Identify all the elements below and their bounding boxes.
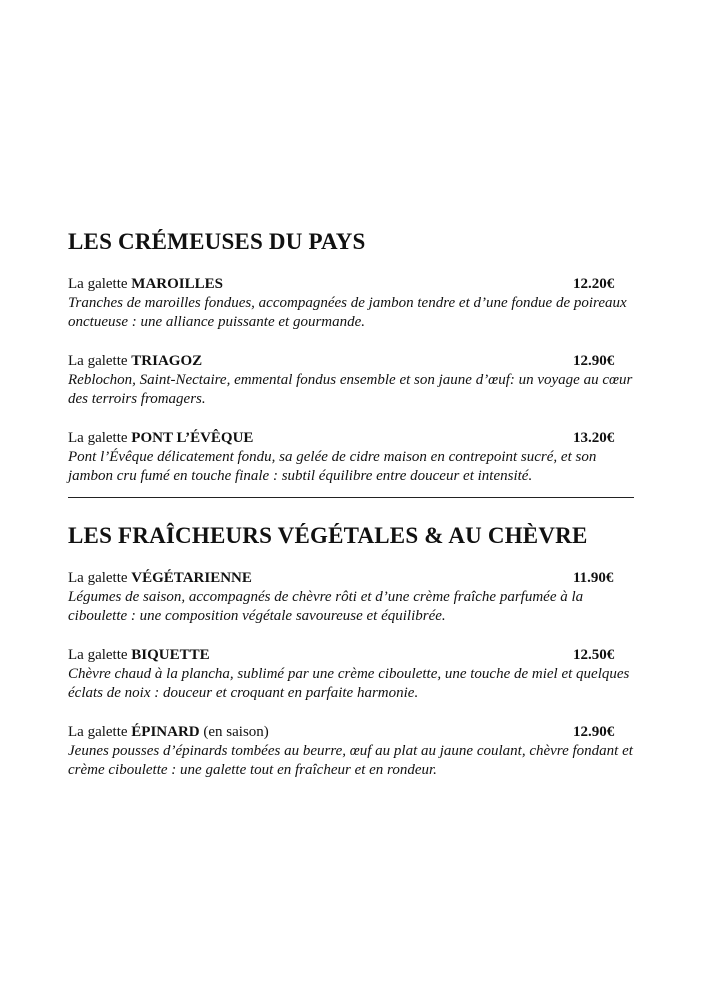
- section-fraicheurs: [68, 522, 638, 780]
- item-description: Légumes de saison, accompagnés de chèvre rôti et d’une crème fraîche parfumée à la ciboulette : une composition végétale savoureuse et équilibrée.: [68, 589, 584, 624]
- item-description: Chèvre chaud à la plancha, sublimé par une crème ciboulette, une touche de miel et quelques éclats de noix : douceur et croquant en parfaite harmonie.: [68, 666, 630, 701]
- menu-item-triagoz: [68, 351, 638, 409]
- menu-item-vegetarienne: [68, 568, 638, 626]
- item-description: Tranches de maroilles fondues, accompagnées de jambon tendre et d’une fondue de poireaux onctueuse : une alliance puissante et gourmande.: [68, 295, 627, 330]
- item-name: MAROILLES: [131, 276, 223, 292]
- item-name: ÉPINARD: [131, 724, 200, 740]
- item-header: [68, 568, 638, 588]
- item-price: 11.90€: [573, 570, 614, 586]
- item-prefix: La galette: [68, 353, 128, 369]
- item-description: Reblochon, Saint-Nectaire, emmental fondus ensemble et son jaune d’œuf: un voyage au cœur des terroirs fromagers.: [68, 372, 633, 407]
- section-title: LES FRAÎCHEURS VÉGÉTALES & AU CHÈVRE: [68, 523, 588, 548]
- item-prefix: La galette: [68, 570, 128, 586]
- item-name: VÉGÉTARIENNE: [131, 570, 252, 586]
- section-title: LES CRÉMEUSES DU PAYS: [68, 229, 366, 254]
- item-description: Jeunes pousses d’épinards tombées au beurre, œuf au plat au jaune coulant, chèvre fondant et crème ciboulette : une galette tout en fraîcheur et en rondeur.: [68, 743, 633, 778]
- section-divider: [68, 497, 634, 498]
- menu-item-epinard: [68, 722, 638, 780]
- item-header: [68, 428, 638, 448]
- item-name: PONT L’ÉVÊQUE: [131, 430, 254, 446]
- item-header: [68, 351, 638, 371]
- item-name: TRIAGOZ: [131, 353, 203, 369]
- item-header: [68, 645, 638, 665]
- item-name: BIQUETTE: [131, 647, 210, 663]
- item-prefix: La galette: [68, 276, 128, 292]
- item-header: [68, 722, 638, 742]
- item-header: [68, 274, 638, 294]
- item-price: 12.20€: [573, 276, 615, 292]
- item-prefix: La galette: [68, 724, 128, 740]
- item-description: Pont l’Évêque délicatement fondu, sa gelée de cidre maison en contrepoint sucré, et son jambon cru fumé en touche finale : subtil équilibre entre douceur et intensité.: [68, 449, 597, 484]
- item-price: 12.90€: [573, 353, 615, 369]
- menu-item-maroilles: [68, 274, 638, 332]
- item-price: 12.90€: [573, 724, 615, 740]
- section-cremeuses: [68, 228, 638, 486]
- menu-item-pont-leveque: [68, 428, 638, 486]
- menu-item-biquette: [68, 645, 638, 703]
- item-price: 12.50€: [573, 647, 615, 663]
- item-price: 13.20€: [573, 430, 615, 446]
- item-prefix: La galette: [68, 430, 128, 446]
- item-prefix: La galette: [68, 647, 128, 663]
- item-note: (en saison): [203, 724, 269, 740]
